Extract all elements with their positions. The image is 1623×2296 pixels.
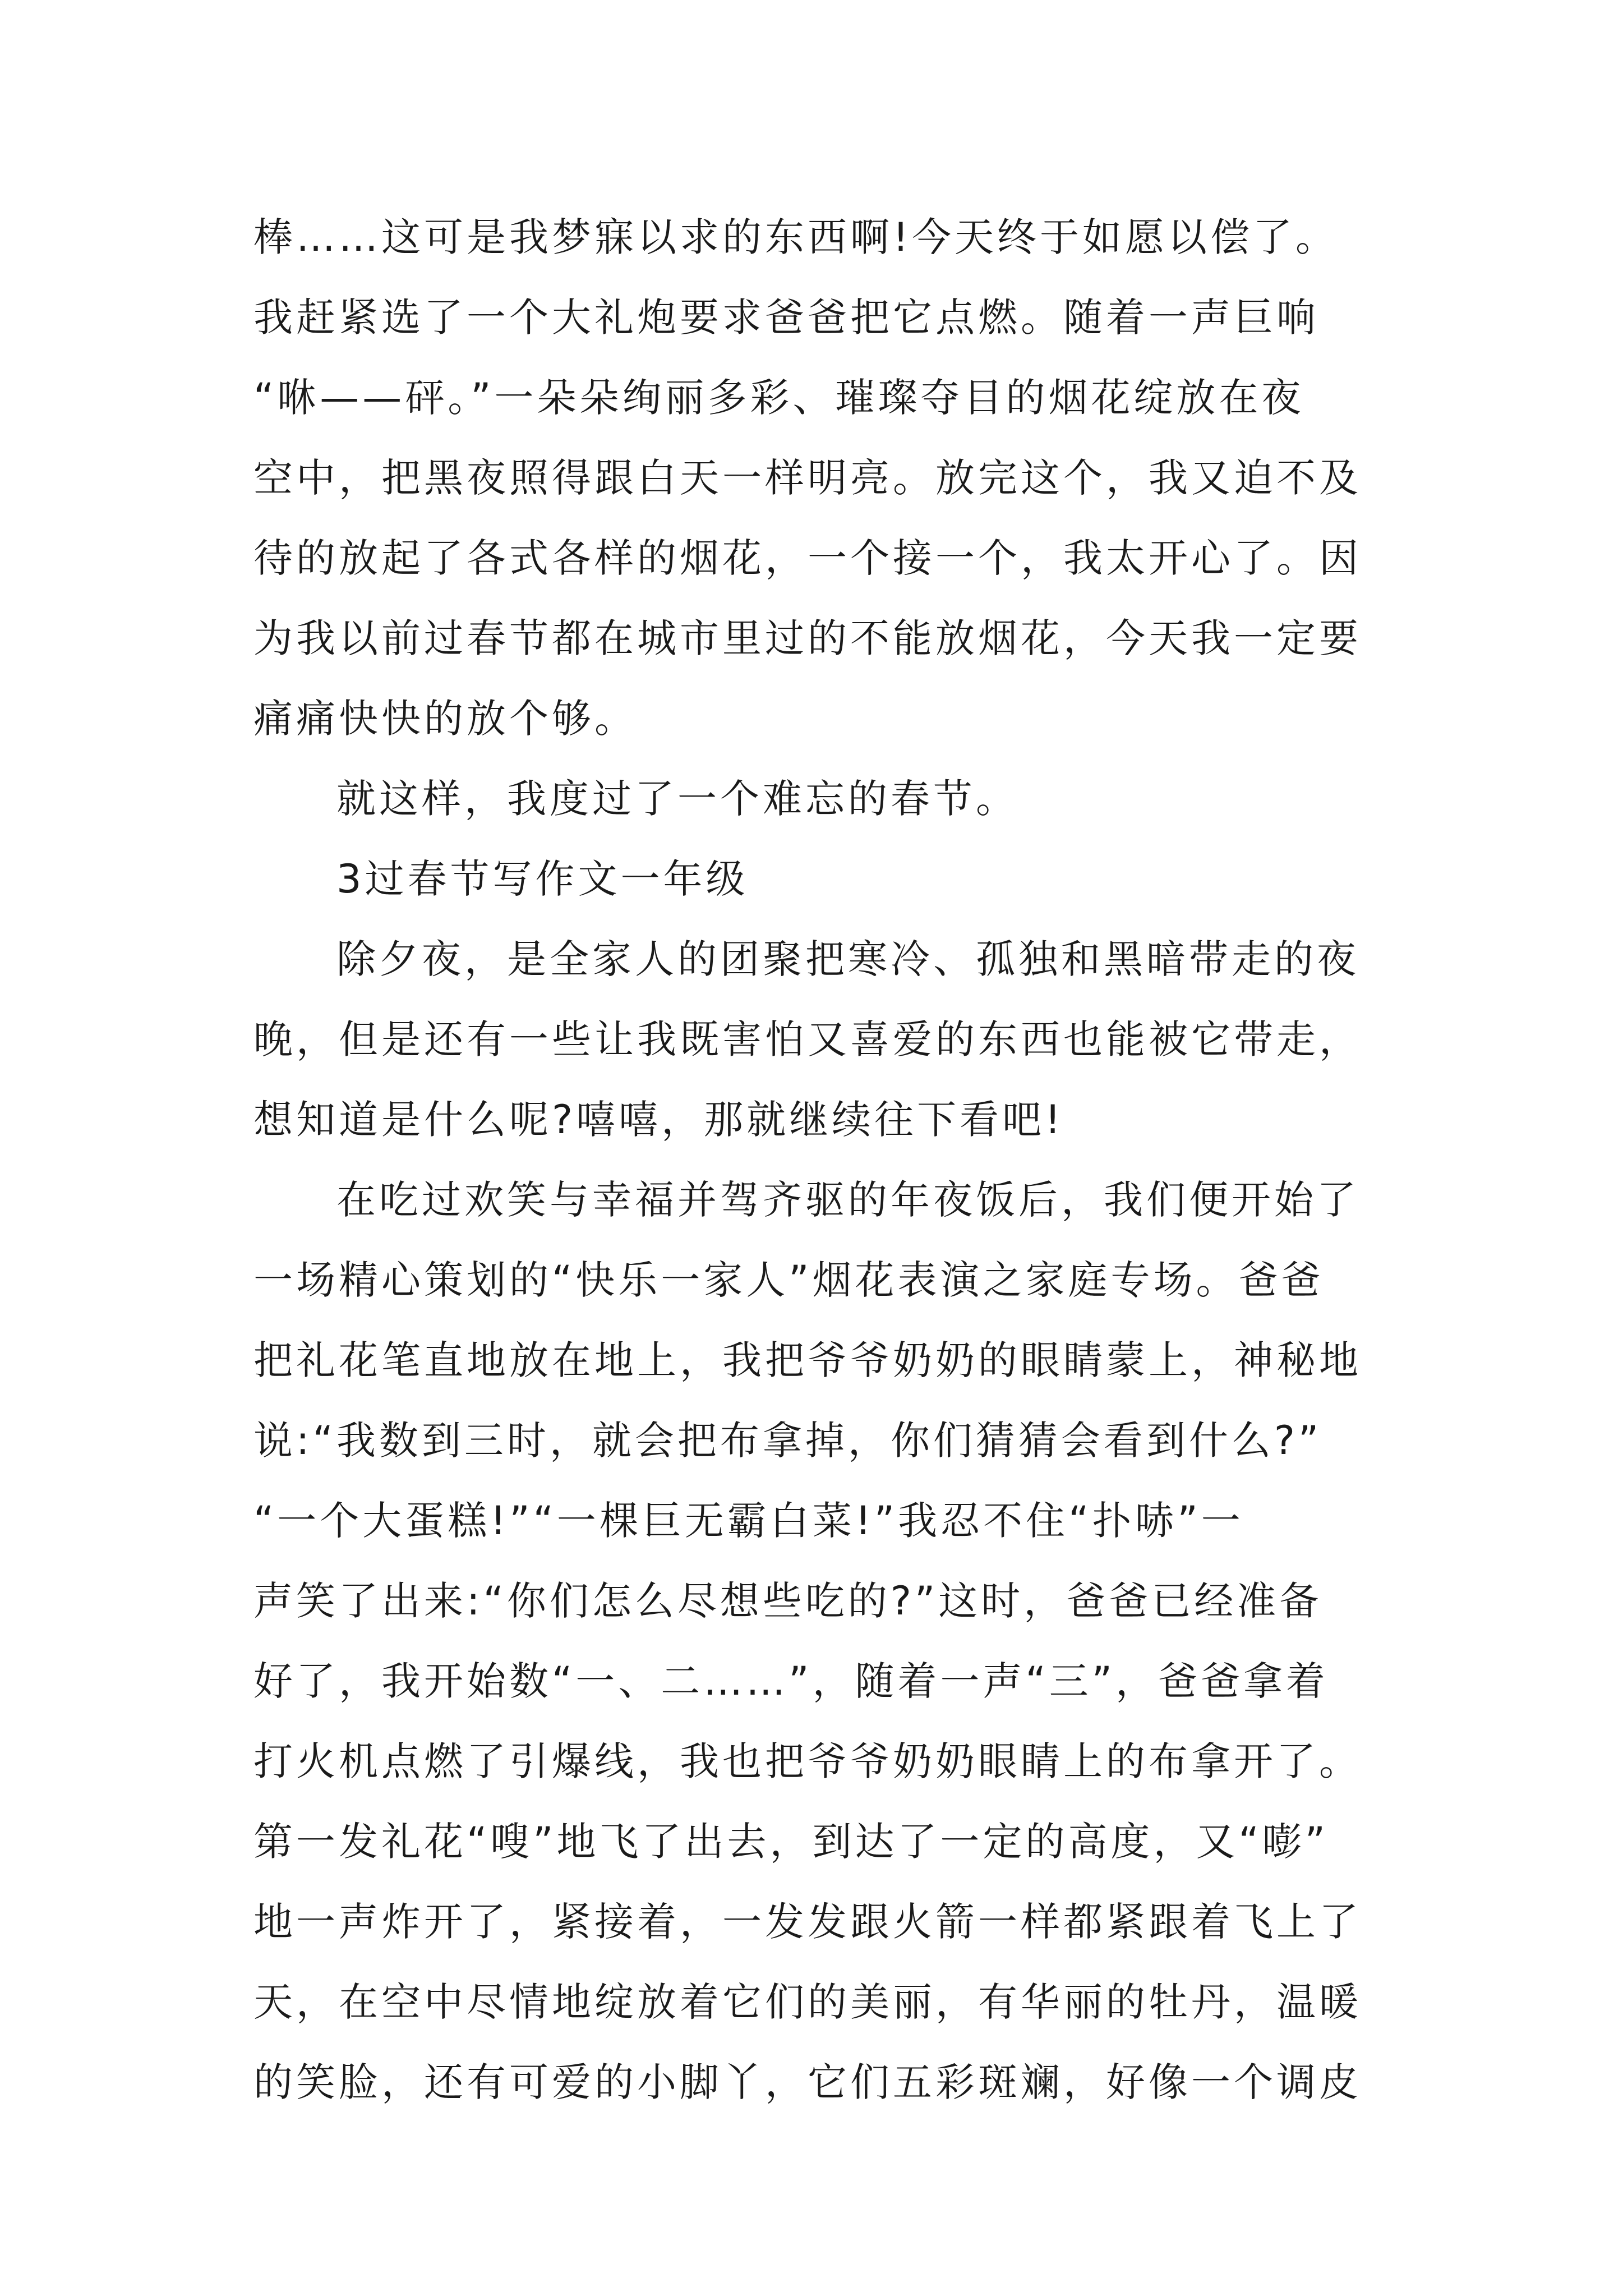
text-line: 一场精心策划的“快乐一家人”烟花表演之家庭专场。爸爸 [253, 1257, 1324, 1303]
text-line: 打火机点燃了引爆线，我也把爷爷奶奶眼睛上的布拿开了。 [253, 1738, 1362, 1784]
text-line: 把礼花笔直地放在地上，我把爷爷奶奶的眼睛蒙上，神秘地 [253, 1337, 1362, 1383]
text-line: “一个大蛋糕!”“一棵巨无霸白菜!”我忍不住“扑哧”一 [253, 1498, 1244, 1544]
text-line: 声笑了出来:“你们怎么尽想些吃的?”这时，爸爸已经准备 [253, 1578, 1322, 1624]
body-text [253, 197, 1386, 2123]
section-heading: 3过春节写作文一年级 [336, 856, 749, 902]
text-line: 待的放起了各式各样的烟花，一个接一个，我太开心了。因 [253, 535, 1362, 581]
text-line: 我赶紧选了一个大礼炮要求爸爸把它点燃。随着一声巨响 [253, 295, 1319, 341]
paragraph-first-line: 除夕夜，是全家人的团聚把寒冷、孤独和黑暗带走的夜 [336, 936, 1359, 982]
text-line: 痛痛快快的放个够。 [253, 696, 637, 742]
text-line: 想知道是什么呢?嘻嘻，那就继续往下看吧! [253, 1097, 1064, 1143]
text-line: 天，在空中尽情地绽放着它们的美丽，有华丽的牡丹，温暖 [253, 1979, 1362, 2025]
text-line: 第一发礼花“嗖”地飞了出去，到达了一定的高度，又“嘭” [253, 1819, 1329, 1865]
text-line: 的笑脸，还有可爱的小脚丫，它们五彩斑斓，好像一个调皮 [253, 2059, 1362, 2105]
text-line: 地一声炸开了，紧接着，一发发跟火箭一样都紧跟着飞上了 [253, 1899, 1362, 1945]
paragraph-first-line: 在吃过欢笑与幸福并驾齐驱的年夜饭后，我们便开始了 [336, 1177, 1359, 1223]
text-line: 空中，把黑夜照得跟白天一样明亮。放完这个，我又迫不及 [253, 455, 1362, 501]
text-line: 好了，我开始数“一、二……”，随着一声“三”，爸爸拿着 [253, 1658, 1329, 1704]
text-line: 为我以前过春节都在城市里过的不能放烟花，今天我一定要 [253, 615, 1362, 661]
text-line: 说:“我数到三时，就会把布拿掉，你们猜猜会看到什么?” [253, 1418, 1322, 1464]
text-line: 棒……这可是我梦寐以求的东西啊!今天终于如愿以偿了。 [253, 214, 1339, 260]
paragraph-first-line: 就这样，我度过了一个难忘的春节。 [336, 776, 1018, 822]
text-line: 晚，但是还有一些让我既害怕又喜爱的东西也能被它带走， [253, 1016, 1362, 1062]
text-line: “咻——砰。”一朵朵绚丽多彩、璀璨夺目的烟花绽放在夜 [253, 375, 1304, 421]
